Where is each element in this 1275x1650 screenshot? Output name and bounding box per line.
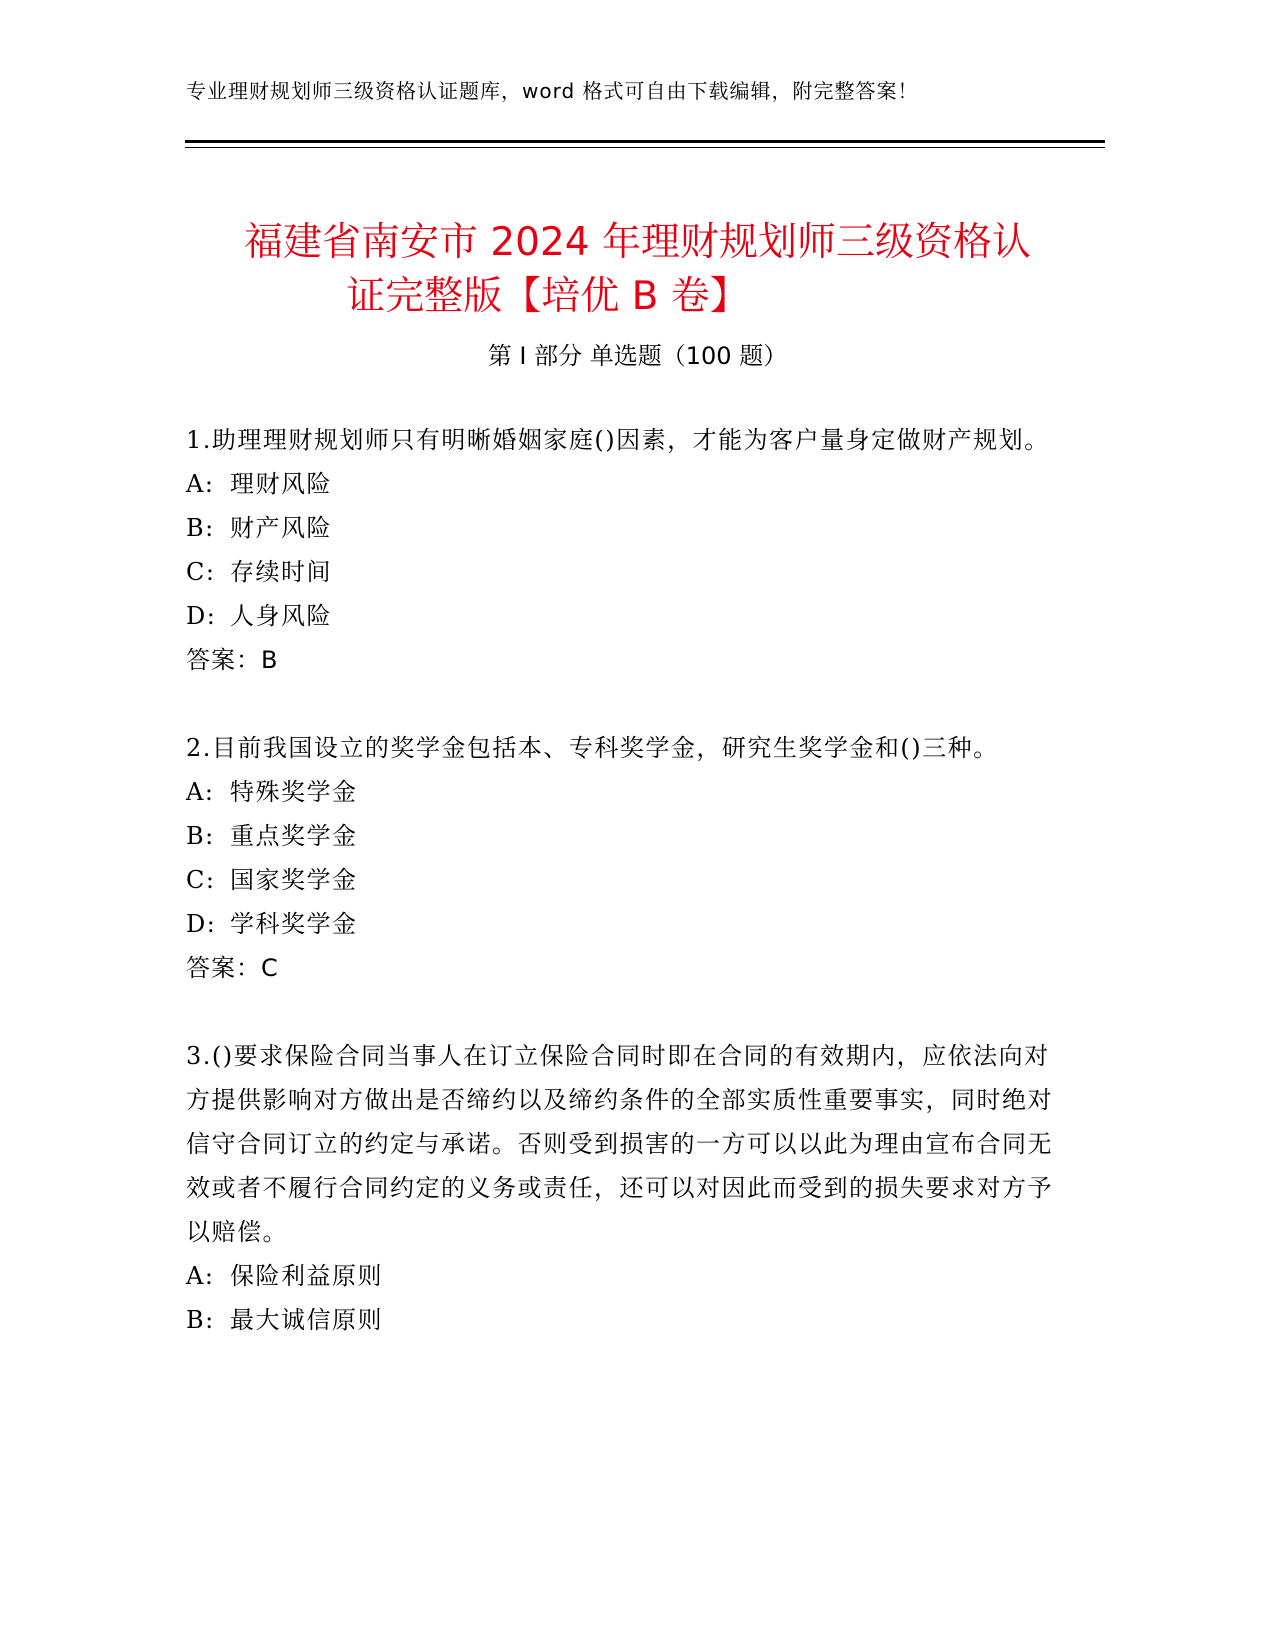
option-c xyxy=(186,550,1066,594)
header-divider-thin xyxy=(185,147,1105,148)
option-key: B: xyxy=(186,514,215,542)
document-title-line-2: 证完整版【培优 B 卷】 xyxy=(346,274,749,320)
section-title: 第 I 部分 单选题（100 题） xyxy=(487,342,788,370)
header-note: 专业理财规划师三级资格认证题库，word 格式可自由下载编辑，附完整答案！ xyxy=(186,79,919,103)
question-list xyxy=(186,418,1066,1386)
question-stem: 3.()要求保险合同当事人在订立保险合同时即在合同的有效期内，应依法向对方提供影响对方做出是否缔约以及缔约条件的全部实质性重要事实，同时绝对信守合同订立的约定与承诺。否则受到损害的一方可以以此为理由宣布合同无效或者不履行合同约定的义务或责任，还可以对因此而受到的损失要求对方予以赔偿。 xyxy=(186,1042,1053,1246)
option-key: C: xyxy=(186,558,216,586)
option-text: 存续时间 xyxy=(230,558,332,586)
option-text: 特殊奖学金 xyxy=(230,778,358,806)
option-text: 最大诚信原则 xyxy=(230,1306,383,1334)
option-key: B: xyxy=(186,822,215,850)
option-d xyxy=(186,594,1066,638)
answer-line: 答案：C xyxy=(186,954,279,982)
question-stem: 2.目前我国设立的奖学金包括本、专科奖学金，研究生奖学金和()三种。 xyxy=(186,734,999,762)
option-text: 国家奖学金 xyxy=(230,866,358,894)
option-text: 理财风险 xyxy=(230,470,332,498)
option-key: B: xyxy=(186,1306,215,1334)
option-key: A: xyxy=(186,470,215,498)
document-title xyxy=(170,216,1105,324)
option-text: 人身风险 xyxy=(230,602,332,630)
header-divider-thick xyxy=(185,140,1105,143)
option-c xyxy=(186,858,1066,902)
option-text: 财产风险 xyxy=(230,514,332,542)
question-1 xyxy=(186,418,1066,682)
option-key: D: xyxy=(186,910,217,938)
option-text: 重点奖学金 xyxy=(230,822,358,850)
option-b xyxy=(186,814,1066,858)
option-b xyxy=(186,506,1066,550)
question-3 xyxy=(186,1034,1066,1342)
document-title-line-1: 福建省南安市 2024 年理财规划师三级资格认 xyxy=(243,220,1032,266)
option-key: D: xyxy=(186,602,217,630)
option-b xyxy=(186,1298,1066,1342)
option-d xyxy=(186,902,1066,946)
option-a xyxy=(186,770,1066,814)
option-key: A: xyxy=(186,778,215,806)
option-text: 学科奖学金 xyxy=(230,910,358,938)
option-a xyxy=(186,1254,1066,1298)
option-text: 保险利益原则 xyxy=(230,1262,383,1290)
question-2 xyxy=(186,726,1066,990)
answer-line: 答案：B xyxy=(186,646,279,674)
option-key: C: xyxy=(186,866,216,894)
option-a xyxy=(186,462,1066,506)
option-key: A: xyxy=(186,1262,215,1290)
question-stem: 1.助理理财规划师只有明晰婚姻家庭()因素，才能为客户量身定做财产规划。 xyxy=(186,426,1050,454)
